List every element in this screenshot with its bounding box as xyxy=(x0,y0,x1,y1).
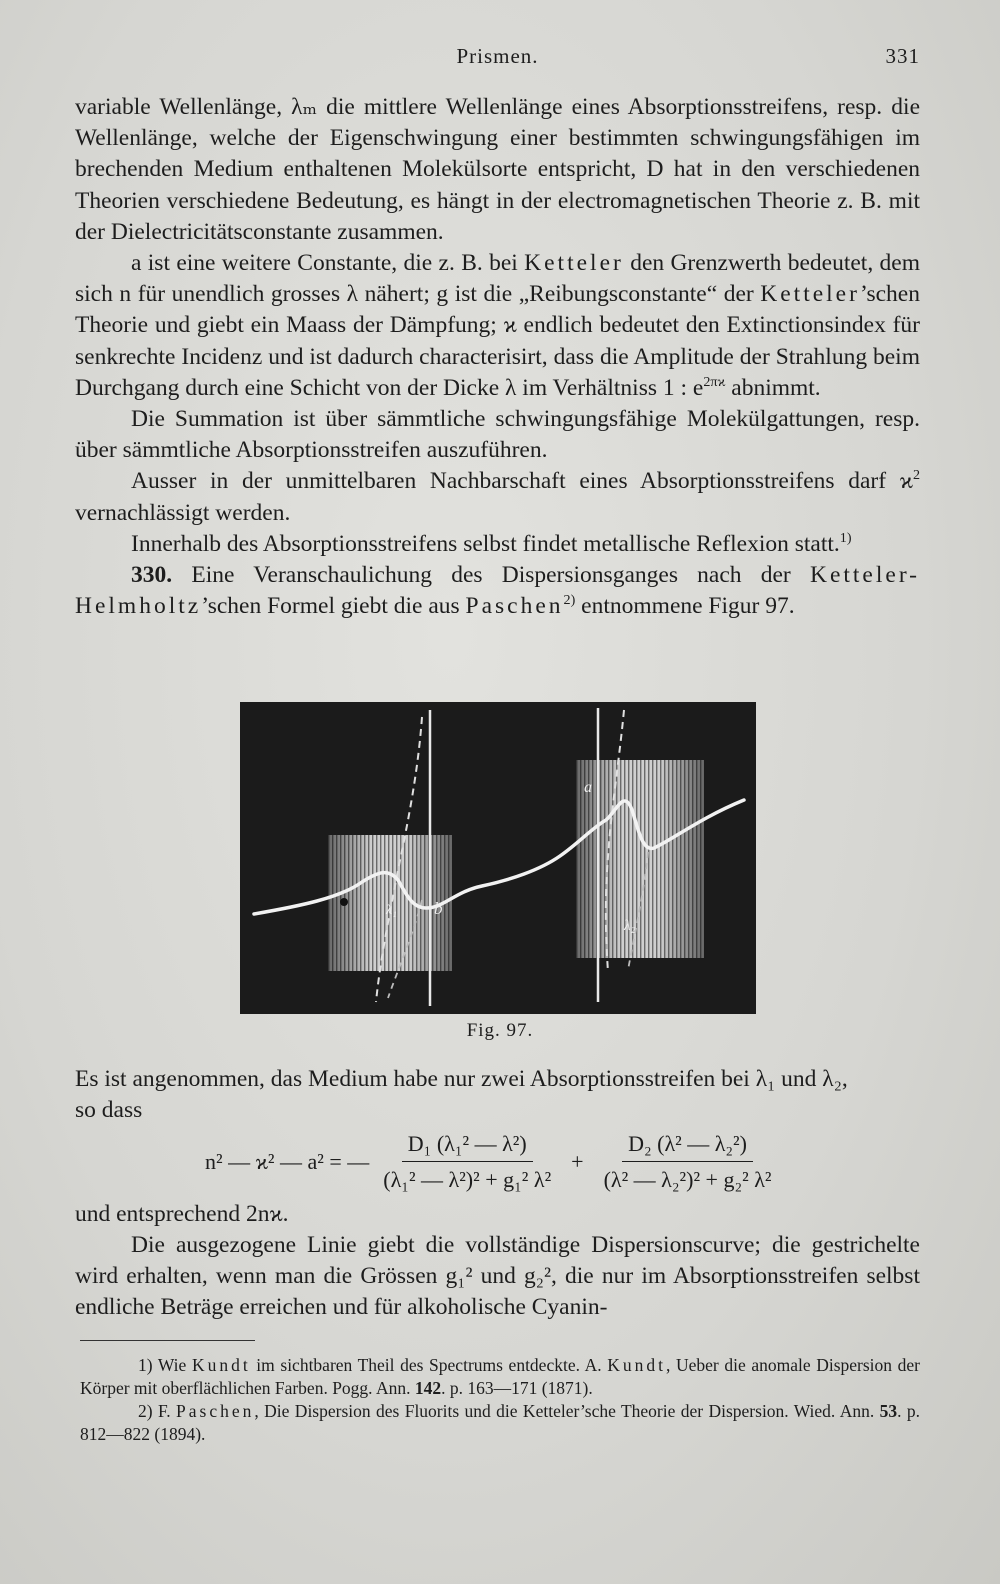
page-header xyxy=(75,44,920,74)
text-run: 2) F. xyxy=(138,1401,177,1421)
text-run: im sichtbaren Theil des Spectrums entdeckte. xyxy=(250,1355,585,1375)
dispersion-formula xyxy=(205,1128,920,1195)
author-name: Kundt xyxy=(191,1355,251,1375)
footnote-2 xyxy=(80,1400,920,1446)
footnotes xyxy=(80,1354,920,1446)
text-run: . p. 812—822 (1894). xyxy=(80,1401,921,1444)
author-name: Ketteler xyxy=(760,281,860,308)
fraction-2 xyxy=(598,1128,778,1195)
author-name: Ketteler xyxy=(524,250,624,277)
lower-text xyxy=(75,1064,920,1323)
text-run: ’schen Formel giebt die aus xyxy=(201,593,466,620)
plus-sign: + xyxy=(571,1149,584,1174)
dispersion-curve-diagram xyxy=(240,702,756,1014)
author-name: Paschen xyxy=(176,1401,255,1421)
text-run: . p. 163—171 (1871). xyxy=(441,1378,593,1398)
paragraph: so dass xyxy=(75,1097,143,1123)
fraction-numerator: D₁ (λ₁² — λ²) xyxy=(402,1128,533,1162)
text-run: ’schen Theorie und giebt ein Maass der Dämpfung; ϰ endlich bedeutet den Extinctionsindex für senkrechte Incidenz und ist dadurch characterisirt, dass die Amplitude der Strahlung beim Durchgang durch eine Schicht von der Dicke λ im Verhältniss 1 : e xyxy=(75,281,920,401)
superscript: 2 xyxy=(912,467,920,484)
paragraph xyxy=(75,466,920,528)
paragraph xyxy=(75,560,920,622)
text-run: vernachlässigt werden. xyxy=(75,499,291,526)
fraction-denominator: (λ₁² — λ²)² + g₁² λ² xyxy=(383,1167,552,1192)
paragraph xyxy=(75,248,920,404)
text-run: 1) Wie xyxy=(138,1355,192,1375)
text-run: a ist eine weitere Constante, die z. B. bei xyxy=(131,250,525,277)
footnote-ref: 2) xyxy=(563,592,576,609)
main-text xyxy=(75,92,920,622)
paragraph: und entsprechend 2nϰ. xyxy=(75,1201,289,1227)
label-b: b xyxy=(434,899,443,918)
text-run: entnommene Figur 97. xyxy=(575,593,795,620)
text-run: Ausser in der unmittelbaren Nachbarschaft eines Absorptionsstreifens darf ϰ xyxy=(131,468,913,495)
fraction-denominator: (λ² — λ₂²)² + g₂² λ² xyxy=(603,1167,772,1192)
text-run: Eine Veranschaulichung des Dispersionsganges nach der xyxy=(172,562,810,589)
page-number: 331 xyxy=(885,44,920,68)
author-name: Kundt xyxy=(607,1355,666,1375)
footnote-divider xyxy=(80,1340,255,1341)
label-lambda2: λ₂ xyxy=(624,918,636,934)
figure-97 xyxy=(240,702,760,1042)
paragraph: variable Wellenlänge, λₘ die mittlere Wellenlänge eines Absorptionsstreifens, resp. die Wellenlänge, welche der Eigenschwingung einer bestimmten schwingungsfähigen im brechenden Medium enthaltenen Molekülsorte entspricht, D hat in den verschiedenen Theorien verschiedene Bedeutung, es hängt in der electromagnetischen Theorie z. B. mit der Dielectricitätsconstante zusammen. xyxy=(75,94,920,245)
section-number: 330. xyxy=(131,562,173,589)
paragraph: Die Summation ist über sämmtliche schwingungsfähige Molekülgattungen, resp. über sämmtliche Absorptionsstreifen auszuführen. xyxy=(75,406,920,464)
dot-mark xyxy=(340,898,348,906)
paragraph: Es ist angenommen, das Medium habe nur zwei Absorptionsstreifen bei λ₁ und λ₂, xyxy=(75,1066,848,1092)
text-run: , Die Dispersion des Fluorits und die Ketteler’sche Theorie der Dispersion. Wied. Ann. xyxy=(254,1401,880,1421)
label-lambda1: λ₁ xyxy=(386,903,397,918)
footnote-ref: 1) xyxy=(839,530,852,547)
text-run: den Grenzwerth bedeutet, dem sich n für unendlich grosses λ nähert; g ist die „Reibungsconstante“ der xyxy=(75,250,920,308)
footnote-1 xyxy=(80,1354,920,1400)
volume-number: 53 xyxy=(879,1401,898,1421)
label-a: a xyxy=(584,779,592,796)
running-title: Prismen. xyxy=(456,44,539,68)
figure-caption: Fig. 97. xyxy=(466,1020,534,1041)
superscript: 2πϰ xyxy=(703,374,726,390)
text-run: , Ueber die anomale Dispersion der Körper mit oberflächlichen Farben. Pogg. Ann. xyxy=(80,1355,920,1398)
paragraph: Die ausgezogene Linie giebt die vollständige Dispersionscurve; die gestrichelte wird erhalten, wenn man die Grössen g₁² und g₂², die nur im Absorptionsstreifen selbst endliche Beträge erreichen und für alkoholische Cyanin- xyxy=(75,1232,920,1320)
dispersion-figure xyxy=(240,702,756,1014)
fraction-1 xyxy=(377,1128,557,1195)
text-run: Innerhalb des Absorptionsstreifens selbst findet metallische Reflexion statt. xyxy=(131,530,840,557)
author-name: Paschen xyxy=(465,593,564,620)
text-run: A. xyxy=(584,1355,608,1375)
author-name: Ketteler-Helmholtz xyxy=(75,562,920,620)
volume-number: 142 xyxy=(414,1378,442,1398)
text-run: abnimmt. xyxy=(725,374,821,401)
paragraph xyxy=(75,529,920,560)
formula-lhs: n² — ϰ² — a² = — xyxy=(205,1149,370,1174)
fraction-numerator: D₂ (λ² — λ₂²) xyxy=(622,1128,753,1162)
